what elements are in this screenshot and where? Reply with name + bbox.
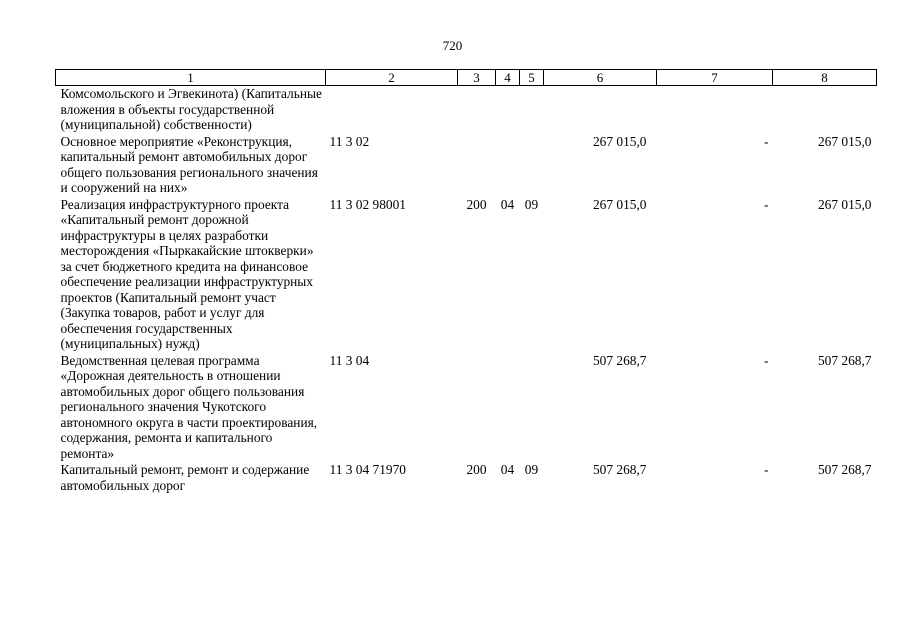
column-header-8: 8 xyxy=(773,70,877,86)
row-col7: - xyxy=(764,462,769,477)
row-csr: 11 3 04 xyxy=(329,352,370,368)
budget-table xyxy=(55,69,877,494)
table-row xyxy=(56,197,877,353)
column-header-7: 7 xyxy=(657,70,773,86)
row-pr xyxy=(520,353,544,463)
row-rz: 04 xyxy=(500,196,515,212)
table-row xyxy=(56,462,877,494)
row-pr: 09 xyxy=(524,196,539,212)
row-name: Капитальный ремонт, ремонт и содержание автомобильных дорог xyxy=(60,462,310,493)
table-header-row xyxy=(56,70,877,86)
row-rz xyxy=(496,86,520,134)
row-total: 507 268,7 xyxy=(592,352,647,368)
row-col8: 507 268,7 xyxy=(817,352,872,368)
row-rz: 04 xyxy=(500,462,515,477)
column-header-4: 4 xyxy=(496,70,520,86)
row-csr xyxy=(326,86,458,134)
column-header-6: 6 xyxy=(544,70,657,86)
row-col8 xyxy=(773,86,877,134)
column-header-5: 5 xyxy=(520,70,544,86)
row-csr: 11 3 02 xyxy=(329,133,370,149)
row-rz xyxy=(496,134,520,197)
row-csr: 11 3 02 98001 xyxy=(329,196,406,212)
table-row xyxy=(56,86,877,134)
row-vr: 200 xyxy=(466,462,487,477)
row-col8: 267 015,0 xyxy=(817,196,872,212)
row-col7: - xyxy=(764,133,769,149)
column-header-2: 2 xyxy=(326,70,458,86)
row-vr xyxy=(458,86,496,134)
row-vr xyxy=(458,353,496,463)
row-pr xyxy=(520,86,544,134)
column-header-1: 1 xyxy=(56,70,326,86)
row-col7 xyxy=(657,86,773,134)
page-number: 720 xyxy=(442,38,463,53)
column-header-3: 3 xyxy=(458,70,496,86)
row-rz xyxy=(496,353,520,463)
row-name: Ведомственная целевая программа «Дорожная деятельность в отношении автомобильных дорог общего пользования регионального значения Чукотского автономного округа в части проектирования, содержания, ремонта и капитального ремонта» xyxy=(60,352,318,461)
row-col7: - xyxy=(764,352,769,368)
row-pr: 09 xyxy=(524,462,539,477)
row-total: 267 015,0 xyxy=(592,133,647,149)
row-total: 507 268,7 xyxy=(592,462,647,477)
row-vr: 200 xyxy=(466,196,487,212)
row-pr xyxy=(520,134,544,197)
row-col7: - xyxy=(764,196,769,212)
row-vr xyxy=(458,134,496,197)
row-col8: 267 015,0 xyxy=(817,133,872,149)
row-total: 267 015,0 xyxy=(592,196,647,212)
table-row xyxy=(56,353,877,463)
table-row xyxy=(56,134,877,197)
row-name: Комсомольского и Эгвекинота) (Капитальные вложения в объекты государственной (муниципальной) собственности) xyxy=(60,86,322,132)
row-total xyxy=(544,86,657,134)
row-csr: 11 3 04 71970 xyxy=(329,462,406,477)
row-col8: 507 268,7 xyxy=(817,462,872,477)
row-name: Основное мероприятие «Реконструкция, капитальный ремонт автомобильных дорог общего пользования регионального значения и сооружений на них» xyxy=(60,133,318,195)
row-name: Реализация инфраструктурного проекта «Капитальный ремонт дорожной инфраструктуры в целях разработки месторождения «Пыркакайские штокверки» за счет бюджетного кредита на финансовое обеспечение реализации инфраструктурных проектов (Капитальный ремонт участ (Закупка товаров, работ и услуг для обеспечения государственных (муниципальных) нужд) xyxy=(60,196,314,351)
